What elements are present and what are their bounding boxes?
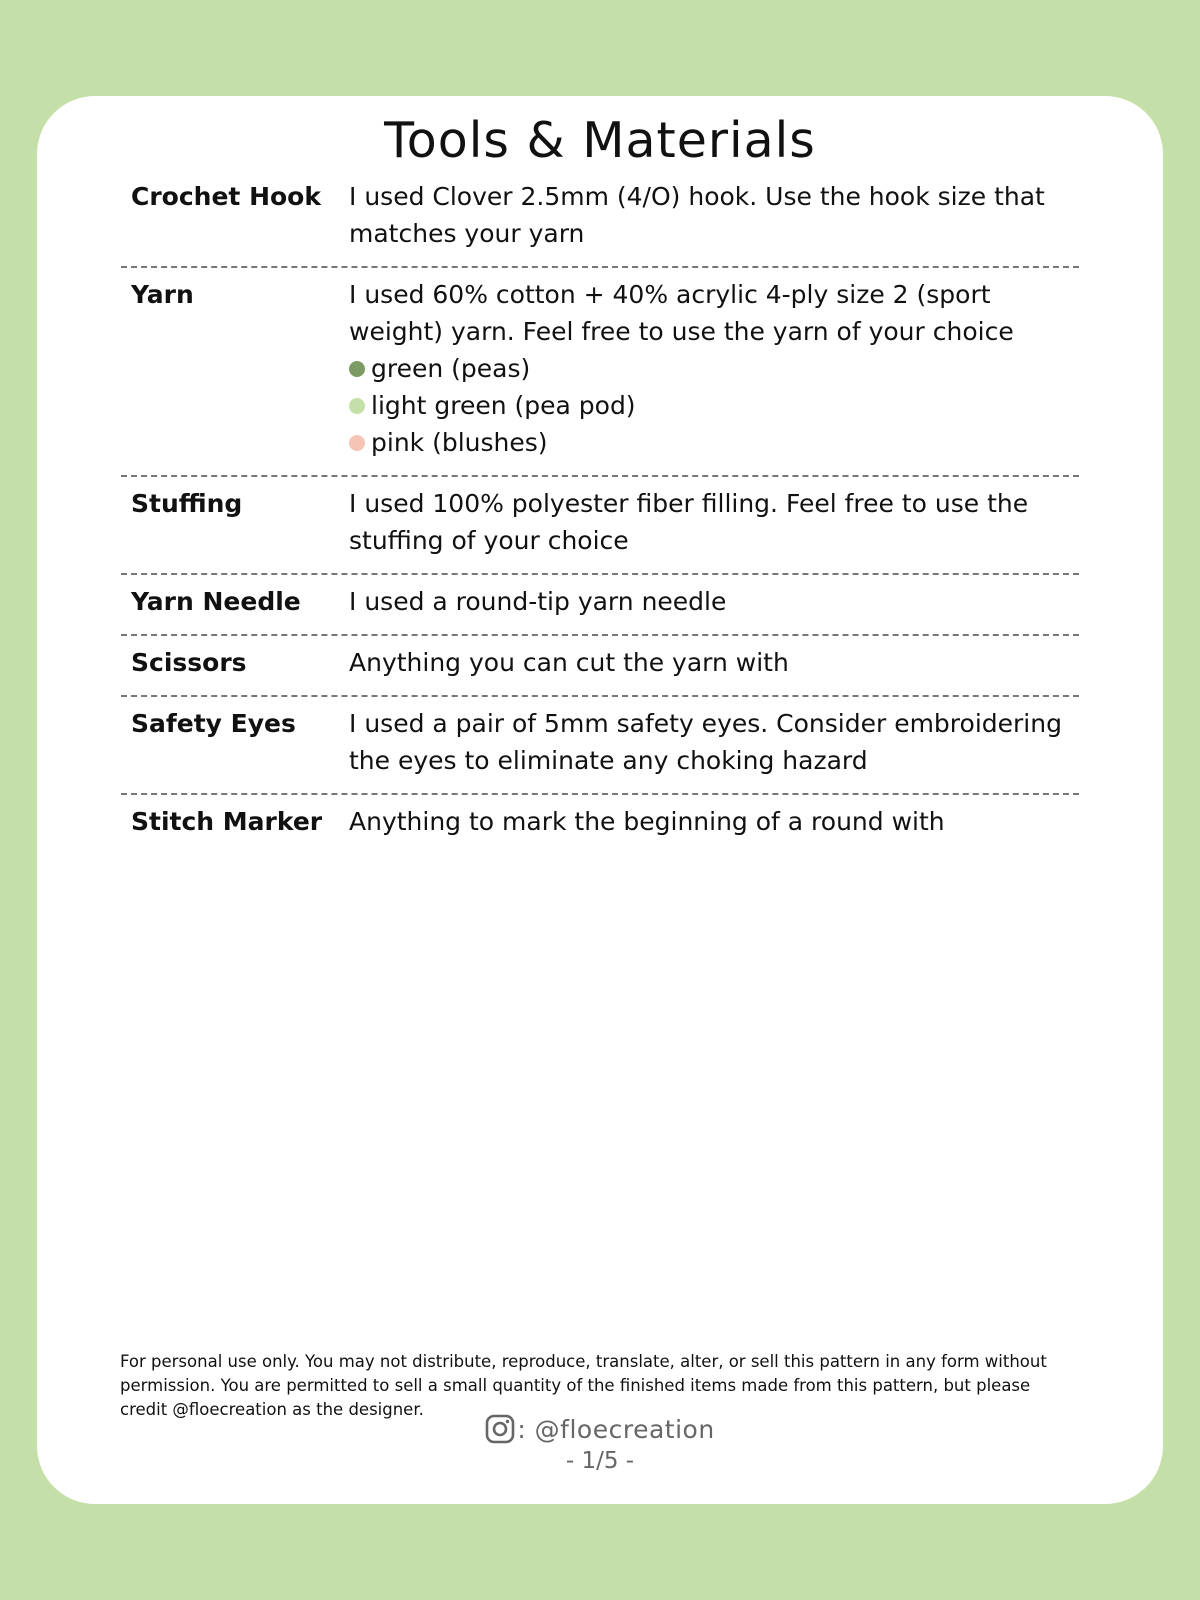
material-label: Crochet Hook [131,182,321,211]
color-swatch-green [349,361,365,377]
material-description: Anything you can cut the yarn with [349,648,789,677]
page-title: Tools & Materials [384,112,816,169]
social-handle[interactable]: : @floecreation [517,1414,715,1444]
materials-row-yarn [121,268,1079,477]
materials-table [121,178,1079,854]
materials-row-stuffing [121,477,1079,575]
material-label: Stuffing [131,489,243,518]
material-description-block [349,276,1079,461]
instagram-icon [485,1414,515,1444]
list-item [349,387,1071,424]
color-swatch-light-green [349,398,365,414]
list-item [349,350,1071,387]
material-description: I used 100% polyester fiber filling. Feel free to use the stuffing of your choice [349,489,1029,555]
yarn-color-list [349,350,1071,461]
materials-row-yarn-needle [121,575,1079,636]
material-description: I used 60% cotton + 40% acrylic 4-ply size 2 (sport weight) yarn. Feel free to use the yarn of your choice [349,280,1014,346]
material-description: I used Clover 2.5mm (4/O) hook. Use the hook size that matches your yarn [349,182,1045,248]
materials-row-crochet-hook [121,178,1079,268]
materials-row-stitch-marker [121,795,1079,854]
list-item [349,424,1071,461]
material-label: Yarn Needle [131,587,301,616]
social-handle-line[interactable] [0,1414,1200,1444]
material-label: Yarn [131,280,194,309]
material-label: Scissors [131,648,247,677]
color-name: green (peas) [371,354,531,383]
copyright-notice: For personal use only. You may not distribute, reproduce, translate, alter, or sell this pattern in any form without permission. You are permitted to sell a small quantity of the finished items made from this pattern, but please credit @floecreation as the designer. [120,1352,1047,1419]
color-name: pink (blushes) [371,428,548,457]
material-label: Stitch Marker [131,807,323,836]
materials-row-scissors [121,636,1079,697]
page-number: - 1/5 - [565,1448,635,1474]
material-description: Anything to mark the beginning of a round with [349,807,945,836]
color-swatch-pink [349,435,365,451]
material-description: I used a pair of 5mm safety eyes. Consider embroidering the eyes to eliminate any choking hazard [349,709,1062,775]
material-label: Safety Eyes [131,709,296,738]
material-description: I used a round-tip yarn needle [349,587,727,616]
color-name: light green (pea pod) [371,391,636,420]
materials-row-safety-eyes [121,697,1079,795]
